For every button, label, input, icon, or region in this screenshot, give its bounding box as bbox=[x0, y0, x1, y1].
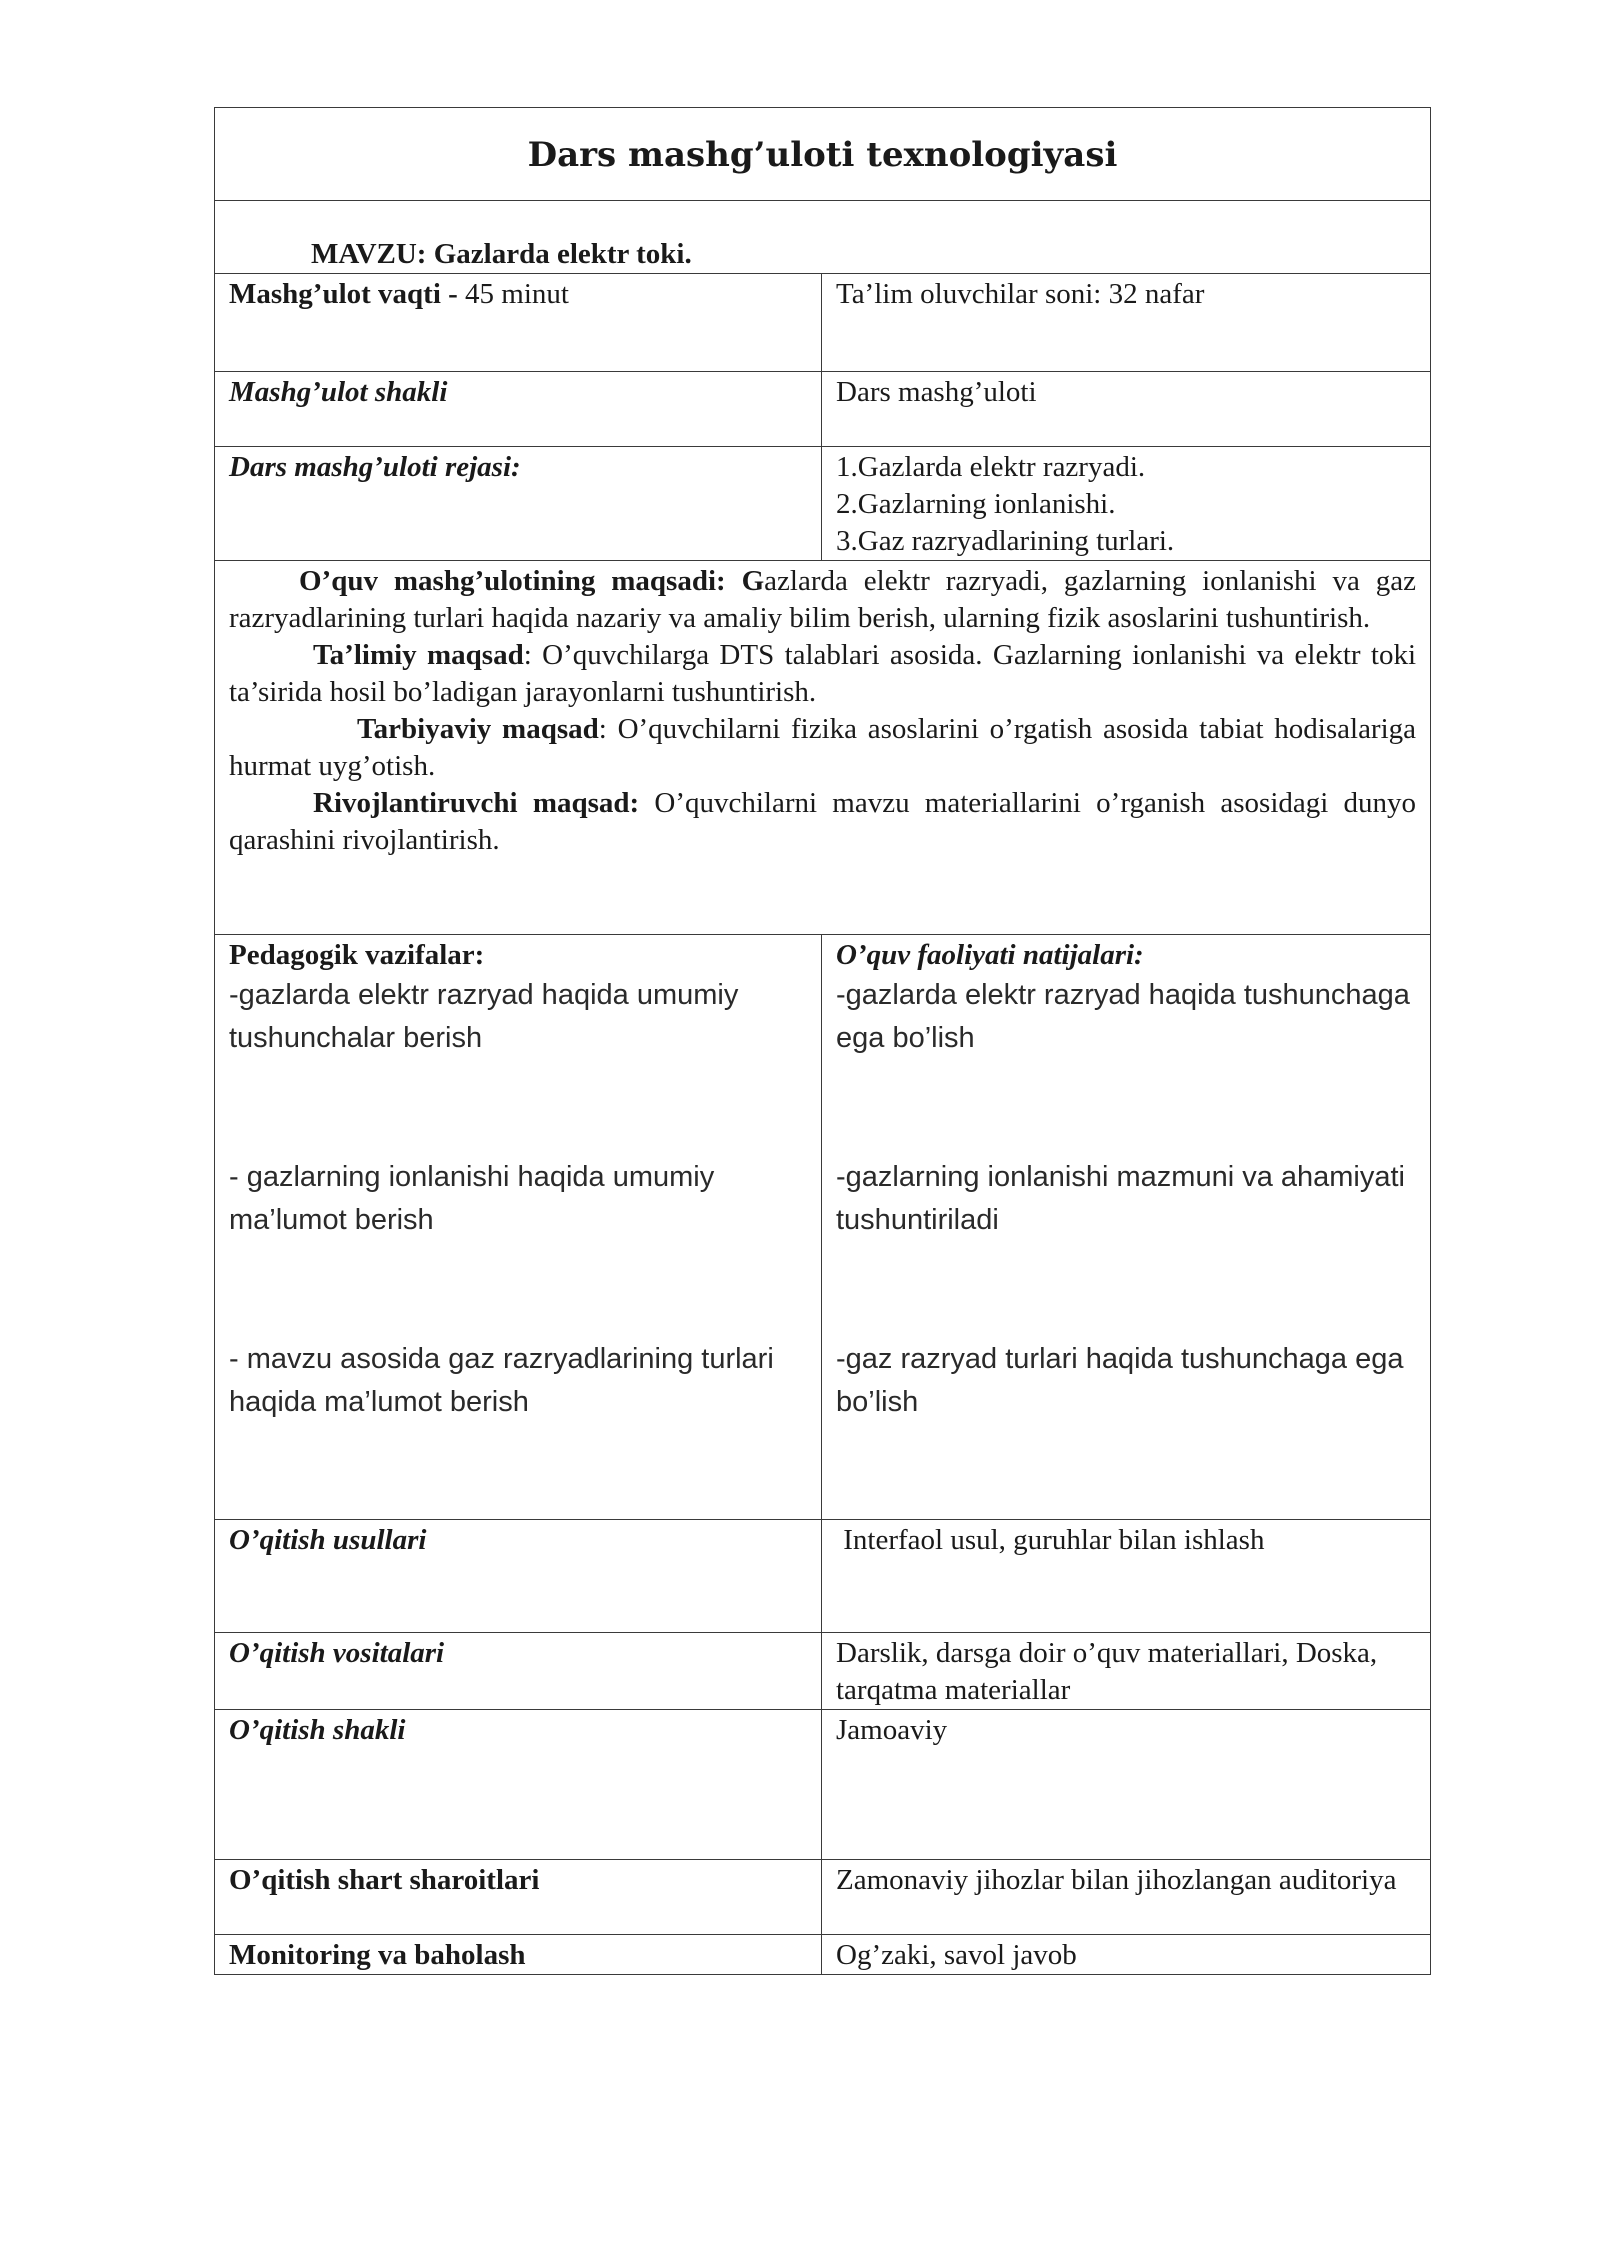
time-label: Mashg’ulot vaqti - bbox=[229, 278, 458, 310]
rejasi-label: Dars mashg’uloti rejasi: bbox=[215, 447, 822, 561]
sharoit-value: Zamonaviy jihozlar bilan jihozlangan auditoriya bbox=[822, 1860, 1431, 1935]
rejasi-list bbox=[822, 447, 1431, 561]
vositalari-value: Darslik, darsga doir o’quv materiallari, Doska, tarqatma materiallar bbox=[822, 1633, 1431, 1710]
monitoring-label: Monitoring va baholash bbox=[215, 1935, 822, 1975]
rivoj-goal bbox=[229, 785, 1416, 859]
lesson-plan-table bbox=[214, 107, 1431, 1975]
usullari-label: O’qitish usullari bbox=[215, 1520, 822, 1633]
rivoj-label: Rivojlantiruvchi maqsad: bbox=[313, 787, 640, 819]
title-row bbox=[215, 108, 1431, 201]
shakl-label: Mashg’ulot shakli bbox=[215, 372, 822, 447]
task-item: - mavzu asosida gaz razryadlarining turlari haqida ma’lumot berish bbox=[229, 1343, 774, 1418]
vositalari-row bbox=[215, 1633, 1431, 1710]
oshakli-row bbox=[215, 1710, 1431, 1860]
tasks-row bbox=[215, 935, 1431, 1520]
tarbiyaviy-text: : O’quvchilarni fizika asoslarini o’rgatish asosida tabiat hodisalariga hurmat uyg’otish. bbox=[229, 713, 1417, 782]
oshakli-value: Jamoaviy bbox=[822, 1710, 1431, 1860]
lesson-plan-document bbox=[214, 107, 1430, 1975]
rejasi-row bbox=[215, 447, 1431, 561]
result-item: -gaz razryad turlari haqida tushunchaga ega bo’lish bbox=[836, 1343, 1404, 1418]
tarbiyaviy-label: Tarbiyaviy maqsad bbox=[357, 713, 599, 745]
learning-results bbox=[822, 935, 1431, 1520]
shakl-row bbox=[215, 372, 1431, 447]
usullari-value: Interfaol usul, guruhlar bilan ishlash bbox=[822, 1520, 1431, 1633]
talimiy-label: Ta’limiy maqsad bbox=[313, 639, 524, 671]
usullari-row bbox=[215, 1520, 1431, 1633]
result-item: -gazlarning ionlanishi mazmuni va ahamiyati tushuntiriladi bbox=[836, 1161, 1405, 1236]
talimiy-goal bbox=[229, 637, 1416, 711]
sharoit-label: O’qitish shart sharoitlari bbox=[215, 1860, 822, 1935]
document-title: Dars mashg’uloti texnologiyasi bbox=[215, 108, 1431, 201]
main-goal-label: O’quv mashg’ulotining maqsadi: G bbox=[299, 565, 765, 597]
tarbiyaviy-goal bbox=[229, 711, 1416, 785]
pedagogical-tasks-header: Pedagogik vazifalar: bbox=[229, 939, 485, 971]
time-cell bbox=[215, 274, 822, 372]
task-item: -gazlarda elektr razryad haqida umumiy tushunchalar berish bbox=[229, 979, 739, 1054]
result-item: -gazlarda elektr razryad haqida tushunchaga ega bo’lish bbox=[836, 979, 1410, 1054]
time-value: 45 minut bbox=[457, 278, 569, 310]
talimiy-text: : O’quvchilarga DTS talablari asosida. Gazlarning ionlanishi va elektr toki ta’sirida hosil bo’ladigan jarayonlarni tushuntirish. bbox=[229, 639, 1416, 708]
sharoit-row bbox=[215, 1860, 1431, 1935]
learning-results-header: O’quv faoliyati natijalari: bbox=[836, 939, 1144, 971]
rejasi-item: 3.Gaz razryadlarining turlari. bbox=[836, 525, 1175, 557]
students-count: Ta’lim oluvchilar soni: 32 nafar bbox=[822, 274, 1431, 372]
rejasi-item: 1.Gazlarda elektr razryadi. bbox=[836, 451, 1146, 483]
time-row bbox=[215, 274, 1431, 372]
task-item: - gazlarning ionlanishi haqida umumiy ma’lumot berish bbox=[229, 1161, 715, 1236]
monitoring-value: Og’zaki, savol javob bbox=[822, 1935, 1431, 1975]
rivoj-text: O’quvchilarni mavzu materiallarini o’rganish asosidagi dunyo qarashini rivojlantirish. bbox=[229, 787, 1417, 856]
goals-row bbox=[215, 561, 1431, 935]
vositalari-label: O’qitish vositalari bbox=[215, 1633, 822, 1710]
oshakli-label: O’qitish shakli bbox=[215, 1710, 822, 1860]
pedagogical-tasks bbox=[215, 935, 822, 1520]
shakl-value: Dars mashg’uloti bbox=[822, 372, 1431, 447]
topic: MAVZU: Gazlarda elektr toki. bbox=[215, 201, 1431, 274]
mavzu-row bbox=[215, 201, 1431, 274]
rejasi-item: 2.Gazlarning ionlanishi. bbox=[836, 488, 1116, 520]
monitoring-row bbox=[215, 1935, 1431, 1975]
goals-cell bbox=[215, 561, 1431, 935]
main-goal bbox=[229, 563, 1416, 637]
main-goal-text: azlarda elektr razryadi, gazlarning ionlanishi va gaz razryadlarining turlari haqida nazariy va amaliy bilim berish, ularning fizik asoslarini tushuntirish. bbox=[229, 565, 1417, 634]
